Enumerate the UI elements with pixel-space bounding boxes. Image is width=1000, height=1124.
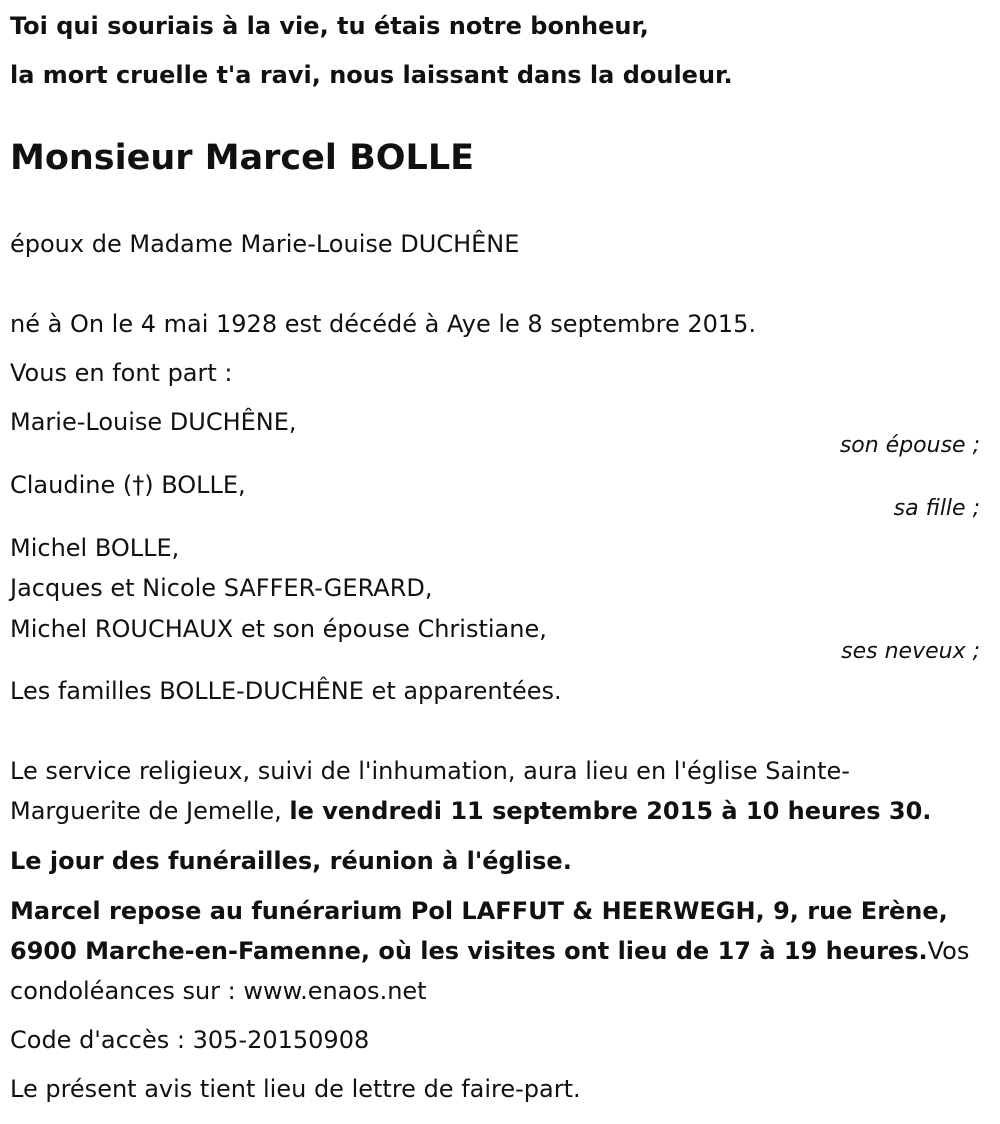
service-datetime: le vendredi 11 septembre 2015 à 10 heures 30. <box>289 797 932 825</box>
family-role: son épouse ; <box>839 433 980 458</box>
funerarium-line-1: Marcel repose au funérarium Pol LAFFUT & HEERWEGH, 9, rue Erène, <box>10 897 948 925</box>
deceased-name: Monsieur Marcel BOLLE <box>10 138 475 178</box>
service-line-2 <box>10 796 931 826</box>
service-location: Marguerite de Jemelle, <box>10 797 290 825</box>
meeting-line: Le jour des funérailles, réunion à l'église. <box>10 847 572 875</box>
spouse-line: époux de Madame Marie-Louise DUCHÊNE <box>10 230 520 258</box>
visiting-hours: 6900 Marche-en-Famenne, où les visites ont lieu de 17 à 19 heures. <box>10 937 928 965</box>
epitaph-line-1: Toi qui souriais à la vie, tu étais notre bonheur, <box>10 12 649 40</box>
epitaph-line-2: la mort cruelle t'a ravi, nous laissant dans la douleur. <box>10 61 733 89</box>
condolences-line: condoléances sur : www.enaos.net <box>10 977 427 1005</box>
birth-death-line: né à On le 4 mai 1928 est décédé à Aye le 8 septembre 2015. <box>10 310 757 338</box>
family-member: Les familles BOLLE-DUCHÊNE et apparentées. <box>10 677 562 705</box>
family-member: Jacques et Nicole SAFFER-GERARD, <box>10 574 433 602</box>
condolences-start: Vos <box>927 937 970 965</box>
service-line-1: Le service religieux, suivi de l'inhumation, aura lieu en l'église Sainte- <box>10 757 850 785</box>
family-role: ses neveux ; <box>841 639 980 664</box>
family-member: Marie-Louise DUCHÊNE, <box>10 408 297 436</box>
access-code: Code d'accès : 305-20150908 <box>10 1026 370 1054</box>
notice-line: Le présent avis tient lieu de lettre de faire-part. <box>10 1075 581 1103</box>
family-member: Michel ROUCHAUX et son épouse Christiane, <box>10 615 547 643</box>
family-role: sa fille ; <box>893 496 980 521</box>
announcement-intro: Vous en font part : <box>10 359 233 387</box>
family-member: Claudine (†) BOLLE, <box>10 471 246 499</box>
family-member: Michel BOLLE, <box>10 534 180 562</box>
funerarium-line-2 <box>10 936 969 966</box>
